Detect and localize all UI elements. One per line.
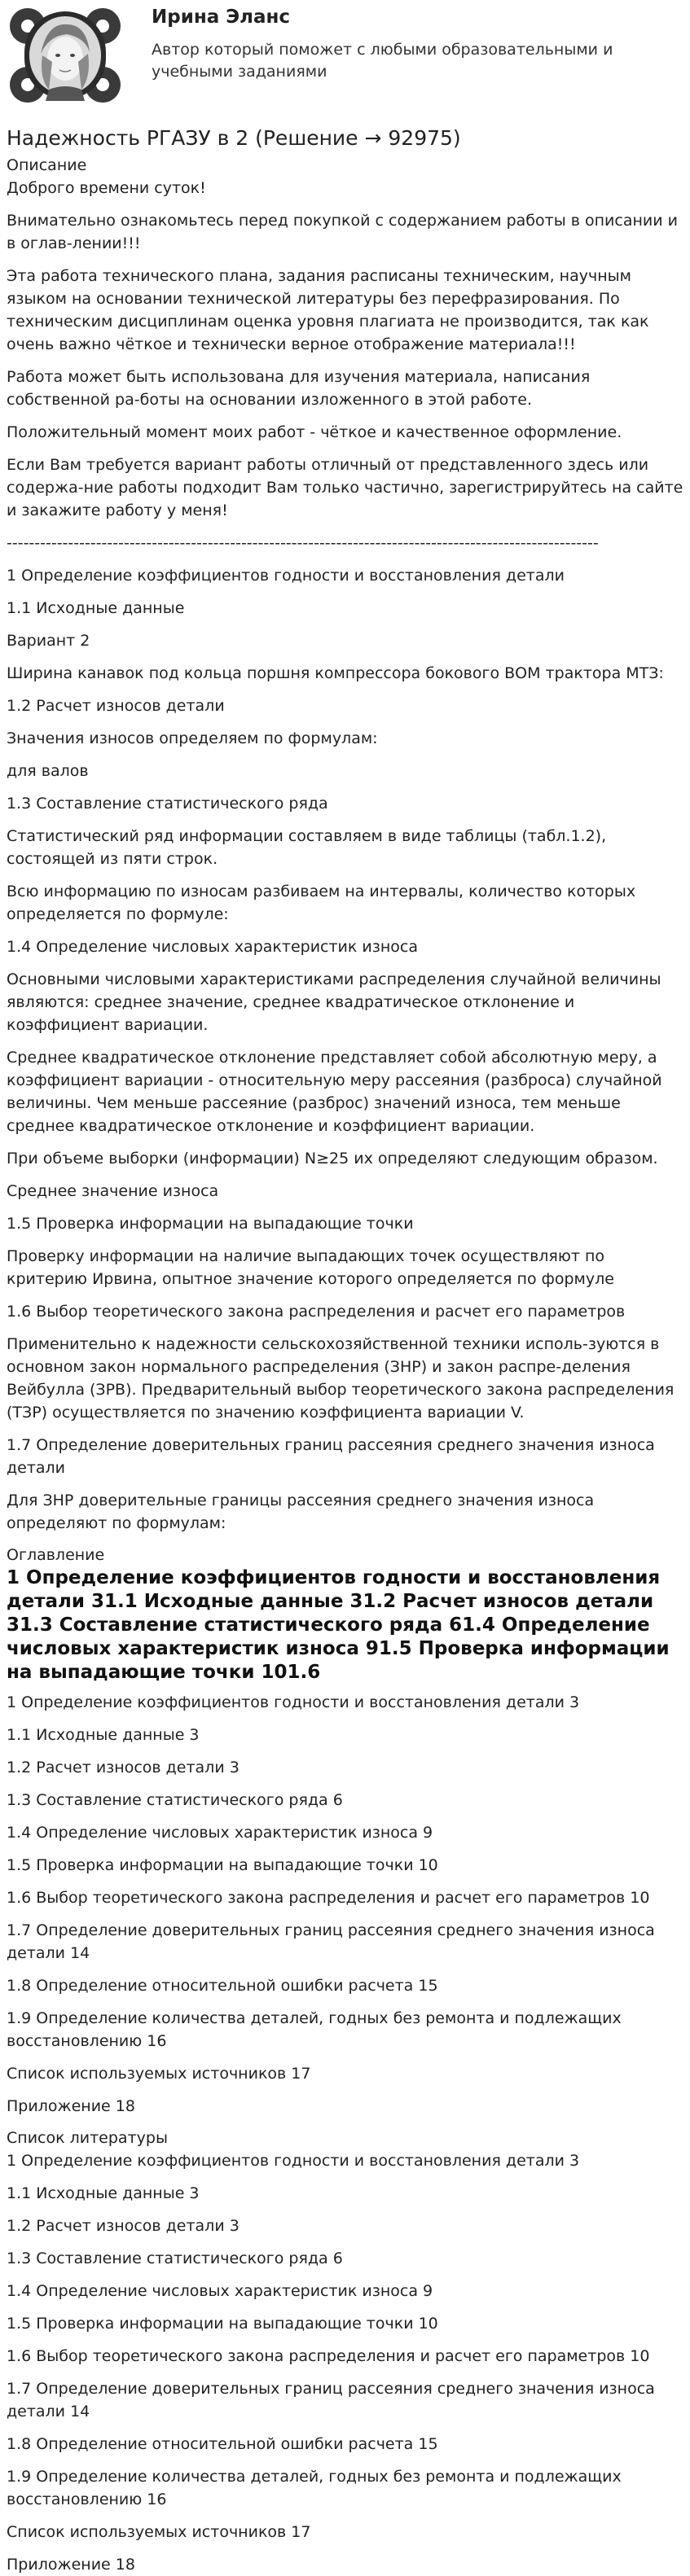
toc-item: 1.3 Составление статистического ряда 6 [7, 1791, 343, 1809]
literature-item: 1.3 Составление статистического ряда 6 [7, 2250, 343, 2267]
divider-line: ---------------------------------------------------------------------------------------------------------- [7, 534, 599, 552]
author-name[interactable]: Ирина Эланс [152, 7, 291, 28]
literature-item: 1.4 Определение числовых характеристик износа 9 [7, 2282, 433, 2300]
literature-item: 1.8 Определение относительной ошибки расчета 15 [7, 2435, 438, 2453]
paragraph: Для ЗНР доверительные границы рассеяния среднего значения износа определяют по формулам: [7, 1492, 595, 1532]
paragraph: Внимательно ознакомьтесь перед покупкой с содержанием работы в описании и в оглав-лении!!! [7, 212, 678, 252]
greeting: Доброго времени суток! [7, 179, 206, 197]
paragraph: Применительно к надежности сельскохозяйственной техники исполь-зуются в основном закон нормального распределения (ЗНР) и закон распре-деления Вейбулла (ЗРВ). Предварительный выбор теоретического закона распределения (ТЗР) осуществляется по значению коэффициента вариации V. [7, 1335, 675, 1422]
paragraph: 1.7 Определение доверительных границ рассеяния среднего значения износа детали [7, 1436, 655, 1477]
toc-bold-summary: 1 Определение коэффициентов годности и восстановления детали 31.1 Исходные данные 31.2 Расчет износов детали 31.3 Составление статистического ряда 61.4 Определение числовых характеристик износа 91.5 Проверка информации на выпадающие точки 101.6 [7, 1567, 670, 1683]
paragraph: Всю информацию по износам разбиваем на интервалы, количество которых определяется по формуле: [7, 883, 636, 923]
toc-item: 1.6 Выбор теоретического закона распределения и расчет его параметров 10 [7, 1889, 650, 1907]
author-card [7, 3, 683, 125]
toc-item: 1.5 Проверка информации на выпадающие точки 10 [7, 1856, 438, 1874]
author-description: Автор который поможет с любыми образовательными и учебными заданиями [152, 41, 613, 81]
description-body [7, 209, 683, 1535]
paragraph: Если Вам требуется вариант работы отличный от представленного здесь или содержа-ние работы подходит Вам только частично, зарегистрируйтесь на сайте и закажите работу у меня! [7, 456, 683, 519]
toc-heading: Оглавление [7, 1546, 105, 1564]
literature-item: 1 Определение коэффициентов годности и восстановления детали 3 [7, 2152, 580, 2170]
toc-item: 1.9 Определение количества деталей, годных без ремонта и подлежащих восстановлению 16 [7, 2009, 622, 2050]
paragraph: 1 Определение коэффициентов годности и восстановления детали [7, 567, 565, 585]
paragraph: 1.2 Расчет износов детали [7, 697, 225, 715]
paragraph: Эта работа технического плана, задания расписаны техническим, научным языком на основании технической литературы без перефразирования. По техническим дисциплинам оценка уровня плагиата не производится, так как очень важно чёткое и технически верное отображение материала!!! [7, 267, 649, 353]
paragraph: Вариант 2 [7, 632, 90, 650]
toc-item: 1 Определение коэффициентов годности и восстановления детали 3 [7, 1693, 580, 1711]
toc-item: 1.7 Определение доверительных границ рассеяния среднего значения износа детали 14 [7, 1921, 655, 1962]
literature-list [7, 2149, 683, 2576]
toc-item: Приложение 18 [7, 2097, 135, 2115]
description-heading: Описание [7, 156, 87, 174]
toc-item: 1.2 Расчет износов детали 3 [7, 1759, 240, 1776]
toc-item: 1.1 Исходные данные 3 [7, 1726, 200, 1744]
literature-item: 1.9 Определение количества деталей, годных без ремонта и подлежащих восстановлению 16 [7, 2468, 622, 2508]
author-info [152, 3, 683, 83]
literature-item: 1.2 Расчет износов детали 3 [7, 2217, 240, 2235]
paragraph: Проверку информации на наличие выпадающих точек осуществляют по критерию Ирвина, опытное значение которого определяется по формуле [7, 1247, 614, 1288]
author-avatar[interactable] [7, 5, 124, 106]
toc-item: Список используемых источников 17 [7, 2065, 311, 2083]
paragraph: 1.5 Проверка информации на выпадающие точки [7, 1215, 414, 1233]
toc-list [7, 1691, 683, 2118]
literature-item: 1.5 Проверка информации на выпадающие точки 10 [7, 2315, 438, 2333]
paragraph: 1.1 Исходные данные [7, 599, 185, 617]
paragraph: Среднее квадратическое отклонение представляет собой абсолютную меру, а коэффициент вариации - относительную меру рассеяния (разброса) случайной величины. Чем меньше рассеяние (разброс) значений износа, тем меньше среднее квадратическое отклонение и коэффициент вариации. [7, 1049, 662, 1135]
avatar-image [7, 5, 124, 106]
literature-heading: Список литературы [7, 2129, 168, 2147]
paragraph: Работа может быть использована для изучения материала, написания собственной ра-боты на основании изложенного в этой работе. [7, 368, 591, 409]
paragraph: Ширина канавок под кольца поршня компрессора бокового ВОМ трактора МТЗ: [7, 664, 664, 682]
page-title: Надежность РГАЗУ в 2 (Решение → 92975) [7, 126, 461, 150]
literature-item: Приложение 18 [7, 2556, 135, 2574]
literature-item: Список используемых источников 17 [7, 2523, 311, 2541]
paragraph: 1.6 Выбор теоретического закона распределения и расчет его параметров [7, 1303, 626, 1321]
paragraph: При объеме выборки (информации) N≥25 их определяют следующим образом. [7, 1150, 658, 1168]
paragraph: 1.4 Определение числовых характеристик износа [7, 938, 419, 956]
literature-item: 1.6 Выбор теоретического закона распределения и расчет его параметров 10 [7, 2347, 650, 2365]
toc-item: 1.4 Определение числовых характеристик износа 9 [7, 1824, 433, 1842]
paragraph: Среднее значение износа [7, 1182, 219, 1200]
literature-item: 1.1 Исходные данные 3 [7, 2184, 200, 2202]
paragraph: Основными числовыми характеристиками распределения случайной величины являются: среднее значение, среднее квадратическое отклонение и коэффициент вариации. [7, 970, 661, 1034]
paragraph: для валов [7, 762, 89, 780]
toc-item: 1.8 Определение относительной ошибки расчета 15 [7, 1977, 438, 1995]
literature-item: 1.7 Определение доверительных границ рассеяния среднего значения износа детали 14 [7, 2380, 655, 2420]
paragraph: Статистический ряд информации составляем в виде таблицы (табл.1.2), состоящей из пяти строк. [7, 827, 607, 868]
paragraph: 1.3 Составление статистического ряда [7, 795, 328, 813]
paragraph: Положительный момент моих работ - чёткое и качественное оформление. [7, 423, 622, 441]
paragraph: Значения износов определяем по формулам: [7, 729, 378, 747]
